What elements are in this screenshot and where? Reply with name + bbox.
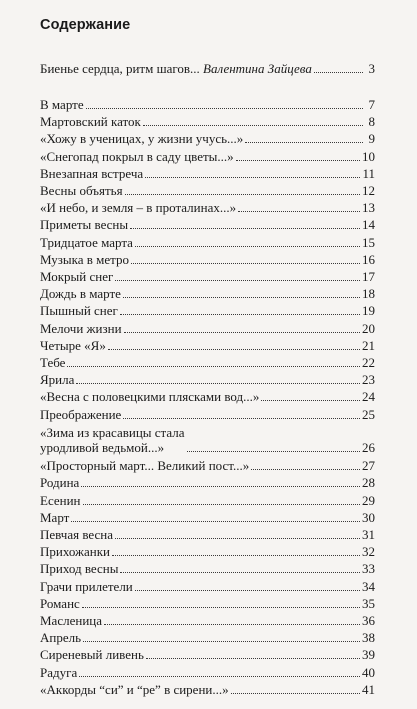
entry-title: Мартовский каток: [40, 114, 141, 130]
leader-dots: [187, 439, 360, 452]
entry-page-number: 40: [362, 664, 375, 680]
leader-dots: [261, 388, 360, 401]
toc-heading: Содержание: [40, 17, 131, 33]
entry-page-number: 30: [362, 509, 375, 525]
entry-page-number: 33: [362, 561, 375, 577]
entry-title: Сиреневый ливень: [40, 647, 144, 663]
toc-entry[interactable]: [40, 251, 375, 267]
toc-entry[interactable]: [40, 681, 375, 697]
entry-title: Родина: [40, 475, 80, 491]
toc-entry[interactable]: [40, 182, 375, 198]
toc-entry[interactable]: [40, 543, 375, 559]
entry-page-number: 22: [362, 355, 375, 370]
entry-page-number: 29: [362, 492, 375, 508]
entry-page-number: 35: [362, 595, 375, 611]
entry-title: Прихожанки: [40, 544, 111, 560]
entry-page-number: 34: [362, 578, 375, 594]
entry-title: Романс: [40, 595, 80, 611]
toc-entry[interactable]: [40, 165, 375, 181]
leader-dots: [83, 629, 360, 642]
entry-title: [40, 425, 186, 455]
toc-entry[interactable]: [40, 526, 375, 542]
toc-entry[interactable]: [40, 612, 375, 628]
leader-dots: [71, 509, 360, 522]
leader-dots: [245, 130, 363, 143]
leader-dots: [135, 578, 360, 591]
entry-page-number: 3: [368, 61, 375, 76]
entry-page-number: 9: [368, 131, 375, 147]
toc-entry[interactable]: [40, 423, 375, 455]
toc-entry[interactable]: [40, 595, 375, 611]
entry-page-number: 39: [362, 647, 375, 663]
entry-title: Биенье сердца, ритм шагов... Валентина Зайцева: [40, 61, 312, 76]
entry-title: «И небо, и земля – в проталинах...»: [40, 200, 237, 216]
leader-dots: [143, 113, 363, 126]
entry-title: «Просторный март... Великий пост...»: [40, 458, 250, 474]
toc-entry[interactable]: [40, 96, 375, 112]
entry-page-number: 26: [362, 439, 375, 455]
leader-dots: [115, 268, 360, 281]
entry-page-number: 13: [362, 200, 375, 216]
leader-dots: [76, 371, 360, 384]
toc-entry-intro[interactable]: [40, 60, 375, 76]
entry-page-number: 27: [362, 458, 375, 474]
entry-page-number: 8: [368, 114, 375, 130]
leader-dots: [130, 216, 360, 229]
entry-page-number: 38: [362, 630, 375, 646]
entry-page-number: 41: [362, 681, 375, 697]
entry-title: «Хожу в ученицах, у жизни учусь...»: [40, 131, 244, 147]
entry-page-number: 7: [368, 97, 375, 112]
toc-entry[interactable]: [40, 199, 375, 215]
entry-title: Музыка в метро: [40, 251, 129, 267]
toc-entry[interactable]: [40, 234, 375, 250]
leader-dots: [104, 612, 360, 625]
entry-page-number: 21: [362, 337, 375, 353]
leader-dots: [81, 474, 360, 487]
toc-entry[interactable]: [40, 474, 375, 490]
leader-dots: [135, 234, 360, 247]
entry-title: Преображение: [40, 406, 122, 422]
toc-entry[interactable]: [40, 354, 375, 370]
toc-entry[interactable]: [40, 457, 375, 473]
entry-title: «Аккорды “си” и “ре” в сирени...»: [40, 681, 229, 697]
leader-dots: [231, 681, 360, 694]
entry-title: Грачи прилетели: [40, 578, 133, 594]
entry-title-line-2: уродливой ведьмой...»: [40, 440, 186, 455]
entry-title: Мелочи жизни: [40, 320, 122, 336]
entry-page-number: 20: [362, 320, 375, 336]
leader-dots: [112, 543, 360, 556]
toc-entry[interactable]: [40, 629, 375, 645]
leader-dots: [124, 320, 360, 333]
leader-dots: [82, 595, 360, 608]
entry-title: «Снегопад покрыл в саду цветы...»: [40, 148, 234, 164]
entry-page-number: 17: [362, 269, 375, 284]
entry-title: Ярила: [40, 372, 75, 388]
toc-entry[interactable]: [40, 268, 375, 284]
entry-page-number: 32: [362, 544, 375, 560]
toc-entry[interactable]: [40, 371, 375, 387]
toc-entry[interactable]: [40, 216, 375, 232]
entry-title: Радуга: [40, 664, 78, 680]
toc-entry[interactable]: [40, 646, 375, 662]
entry-title: Дождь в марте: [40, 286, 121, 302]
entry-page-number: 36: [362, 613, 375, 628]
leader-dots: [125, 182, 360, 195]
toc-entry[interactable]: [40, 492, 375, 508]
entry-title: Певчая весна: [40, 527, 113, 542]
leader-dots: [115, 526, 360, 539]
entry-title: «Весна с половецкими плясками вод...»: [40, 389, 260, 405]
toc-entry[interactable]: [40, 664, 375, 680]
leader-dots: [146, 646, 360, 659]
entry-page-number: 14: [362, 217, 375, 233]
entry-page-number: 24: [362, 389, 375, 405]
entry-author: Валентина Зайцева: [203, 61, 312, 76]
entry-title: Четыре «Я»: [40, 337, 106, 353]
leader-dots: [314, 60, 363, 73]
entry-title: Апрель: [40, 630, 82, 646]
toc-entry[interactable]: [40, 285, 375, 301]
entry-title: Приметы весны: [40, 217, 129, 233]
entry-page-number: 11: [362, 165, 375, 181]
leader-dots: [238, 199, 360, 212]
toc-entry[interactable]: [40, 302, 375, 318]
leader-dots: [83, 492, 360, 505]
toc-entry[interactable]: [40, 406, 375, 422]
entry-title: Есенин: [40, 492, 81, 508]
leader-dots: [236, 148, 360, 161]
entry-title: Тебе: [40, 355, 66, 370]
toc-entry[interactable]: [40, 113, 375, 129]
toc-entry[interactable]: [40, 578, 375, 594]
entry-page-number: 25: [362, 406, 375, 422]
entry-page-number: 18: [362, 286, 375, 302]
entry-title: Масленица: [40, 613, 102, 628]
toc-entry[interactable]: [40, 388, 375, 404]
entry-title: Тридцатое марта: [40, 234, 133, 250]
toc-entry[interactable]: [40, 560, 375, 576]
leader-dots: [86, 96, 363, 109]
entry-page-number: 12: [362, 183, 375, 198]
leader-dots: [108, 337, 360, 350]
entry-title: В марте: [40, 97, 84, 112]
entry-title: Внезапная встреча: [40, 165, 144, 181]
entry-page-number: 16: [362, 251, 375, 267]
toc-entry[interactable]: [40, 130, 375, 146]
leader-dots: [120, 560, 360, 573]
entry-page-number: 15: [362, 234, 375, 250]
entry-title: Март: [40, 509, 70, 525]
leader-dots: [123, 285, 360, 298]
toc-entry[interactable]: [40, 320, 375, 336]
leader-dots: [145, 165, 360, 178]
entry-page-number: 10: [362, 148, 375, 164]
entry-title-line-1: «Зима из красавицы стала: [40, 424, 185, 440]
toc-entry[interactable]: [40, 148, 375, 164]
entry-page-number: 23: [362, 372, 375, 388]
leader-dots: [131, 251, 360, 264]
leader-dots: [120, 302, 360, 315]
toc-entry[interactable]: [40, 337, 375, 353]
entry-title: Мокрый снег: [40, 269, 114, 284]
entry-title: Весны объятья: [40, 183, 123, 198]
leader-dots: [79, 664, 360, 677]
toc-entry[interactable]: [40, 509, 375, 525]
entry-title: Пышный снег: [40, 303, 118, 319]
entry-page-number: 19: [362, 303, 375, 319]
entry-title: Приход весны: [40, 561, 119, 577]
leader-dots: [251, 457, 360, 470]
leader-dots: [123, 406, 360, 419]
entry-page-number: 31: [362, 527, 375, 542]
leader-dots: [67, 354, 360, 367]
entry-page-number: 28: [362, 475, 375, 491]
